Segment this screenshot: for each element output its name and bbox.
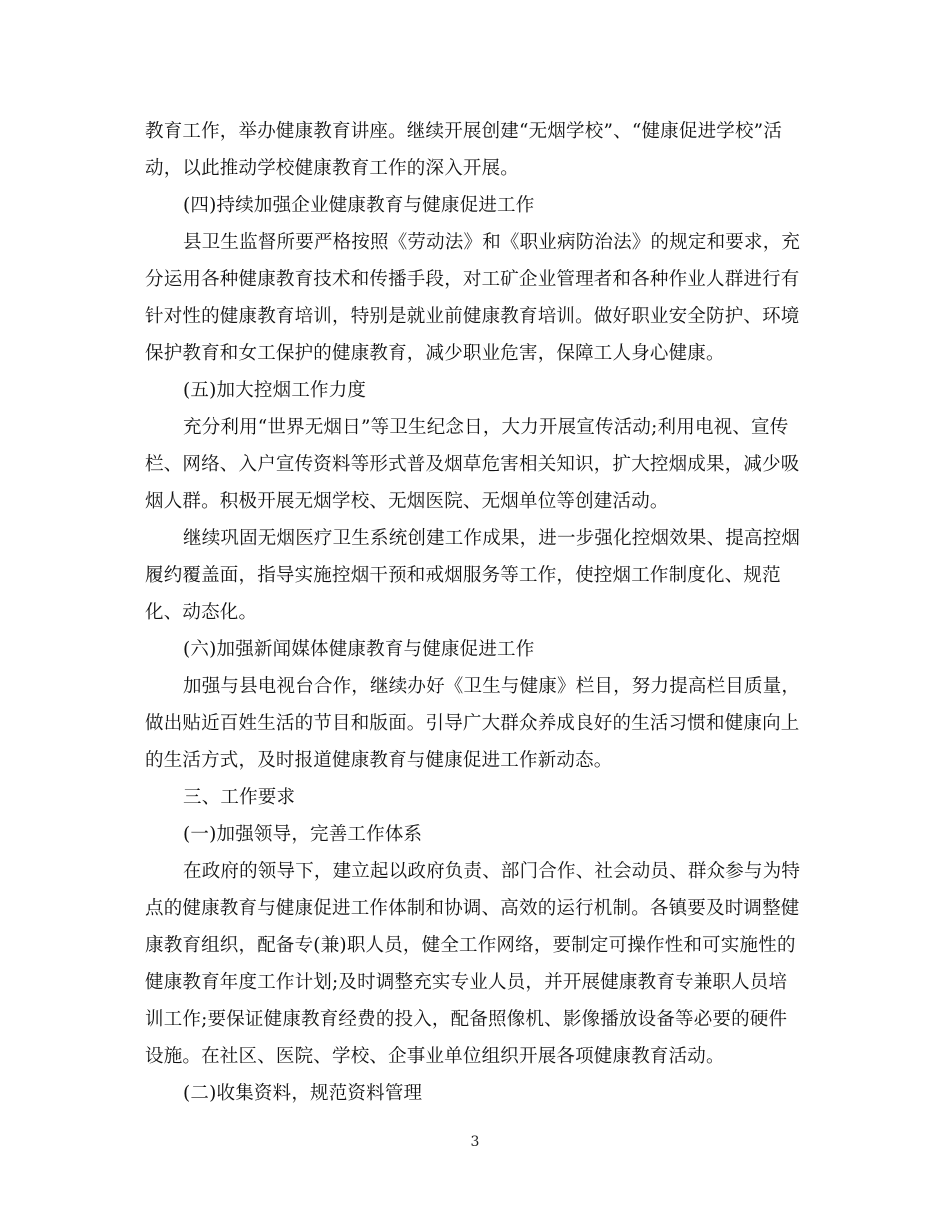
paragraph-line: 分运用各种健康教育技术和传播手段，对工矿企业管理者和各种作业人群进行有: [145, 269, 800, 290]
paragraph-line: 的生活方式，及时报道健康教育与健康促进工作新动态。: [145, 750, 613, 771]
paragraph-line: 栏、网络、入户宣传资料等形式普及烟草危害相关知识，扩大控烟成果，减少吸: [145, 454, 800, 475]
paragraph-line: 教育工作，举办健康教育讲座。继续开展创建“无烟学校”、“健康促进学校”活: [145, 121, 783, 142]
paragraph-line: 烟人群。积极开展无烟学校、无烟医院、无烟单位等创建活动。: [145, 491, 669, 512]
paragraph-line: 在政府的领导下，建立起以政府负责、部门合作、社会动员、群众参与为特: [183, 861, 801, 882]
paragraph-line: 动，以此推动学校健康教育工作的深入开展。: [145, 158, 520, 179]
subsection-heading: (一)加强领导，完善工作体系: [183, 824, 423, 845]
paragraph-line: 训工作;要保证健康教育经费的投入，配备照像机、影像播放设备等必要的硬件: [145, 1009, 788, 1030]
paragraph-line: 履约覆盖面，指导实施控烟干预和戒烟服务等工作，使控烟工作制度化、规范: [145, 565, 781, 586]
paragraph-line: 化、动态化。: [145, 602, 258, 623]
section-heading: (四)持续加强企业健康教育与健康促进工作: [183, 195, 535, 216]
paragraph-line: 健康教育年度工作计划;及时调整充实专业人员，并开展健康教育专兼职人员培: [145, 972, 788, 993]
section-heading: (五)加大控烟工作力度: [183, 380, 367, 401]
paragraph-line: 加强与县电视台合作，继续办好《卫生与健康》栏目，努力提高栏目质量，: [183, 676, 801, 697]
section-heading: 三、工作要求: [183, 787, 296, 808]
paragraph-line: 继续巩固无烟医疗卫生系统创建工作成果，进一步强化控烟效果、提高控烟: [183, 528, 801, 549]
paragraph-line: 县卫生监督所要严格按照《劳动法》和《职业病防治法》的规定和要求，充: [183, 232, 801, 253]
paragraph-line: 充分利用“世界无烟日”等卫生纪念日，大力开展宣传活动;利用电视、宣传: [183, 417, 789, 438]
paragraph-line: 做出贴近百姓生活的节目和版面。引导广大群众养成良好的生活习惯和健康向上: [145, 713, 800, 734]
subsection-heading: (二)收集资料，规范资料管理: [183, 1083, 423, 1104]
paragraph-line: 针对性的健康教育培训，特别是就业前健康教育培训。做好职业安全防护、环境: [145, 306, 800, 327]
paragraph-line: 点的健康教育与健康促进工作体制和协调、高效的运行机制。各镇要及时调整健: [145, 898, 800, 919]
paragraph-line: 保护教育和女工保护的健康教育，减少职业危害，保障工人身心健康。: [145, 343, 725, 364]
section-heading: (六)加强新闻媒体健康教育与健康促进工作: [183, 639, 535, 660]
paragraph-line: 康教育组织，配备专(兼)职人员，健全工作网络，要制定可操作性和可实施性的: [145, 935, 796, 956]
page-number: 3: [470, 1134, 480, 1150]
paragraph-line: 设施。在社区、医院、学校、企事业单位组织开展各项健康教育活动。: [145, 1046, 725, 1067]
